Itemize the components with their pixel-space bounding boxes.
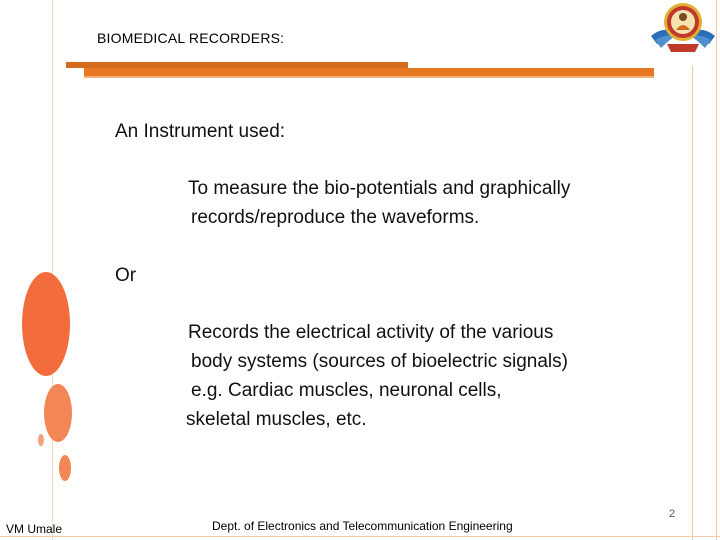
right-frame-line [692, 66, 693, 540]
institution-emblem-icon [649, 0, 717, 56]
page-number: 2 [669, 508, 676, 520]
body-line-or: Or [115, 265, 137, 286]
title-underline-shadow [84, 76, 654, 78]
slide-title: BIOMEDICAL RECORDERS: [97, 30, 285, 46]
footer-department: Dept. of Electronics and Telecommunication Engineering [212, 519, 513, 533]
body-line-electrical-activity: Records the electrical activity of the various [188, 322, 554, 343]
body-line-body-systems: body systems (sources of bioelectric signals) [191, 351, 568, 372]
body-line-instrument: An Instrument used: [115, 121, 286, 142]
right-edge-line [716, 0, 717, 540]
bottom-edge-line [0, 536, 720, 537]
left-decorative-line [52, 0, 53, 540]
decorative-ellipse-medium [44, 384, 72, 442]
footer-author: VM Umale [6, 522, 63, 536]
body-line-records: records/reproduce the waveforms. [191, 207, 480, 228]
decorative-ellipse-large [22, 272, 70, 376]
body-line-skeletal: skeletal muscles, etc. [186, 409, 367, 430]
decorative-ellipse-tiny [38, 434, 44, 446]
decorative-ellipse-small [59, 455, 71, 481]
body-line-measure: To measure the bio-potentials and graphically [188, 178, 571, 199]
body-line-examples: e.g. Cardiac muscles, neuronal cells, [191, 380, 502, 401]
title-underline-bar [84, 68, 654, 76]
